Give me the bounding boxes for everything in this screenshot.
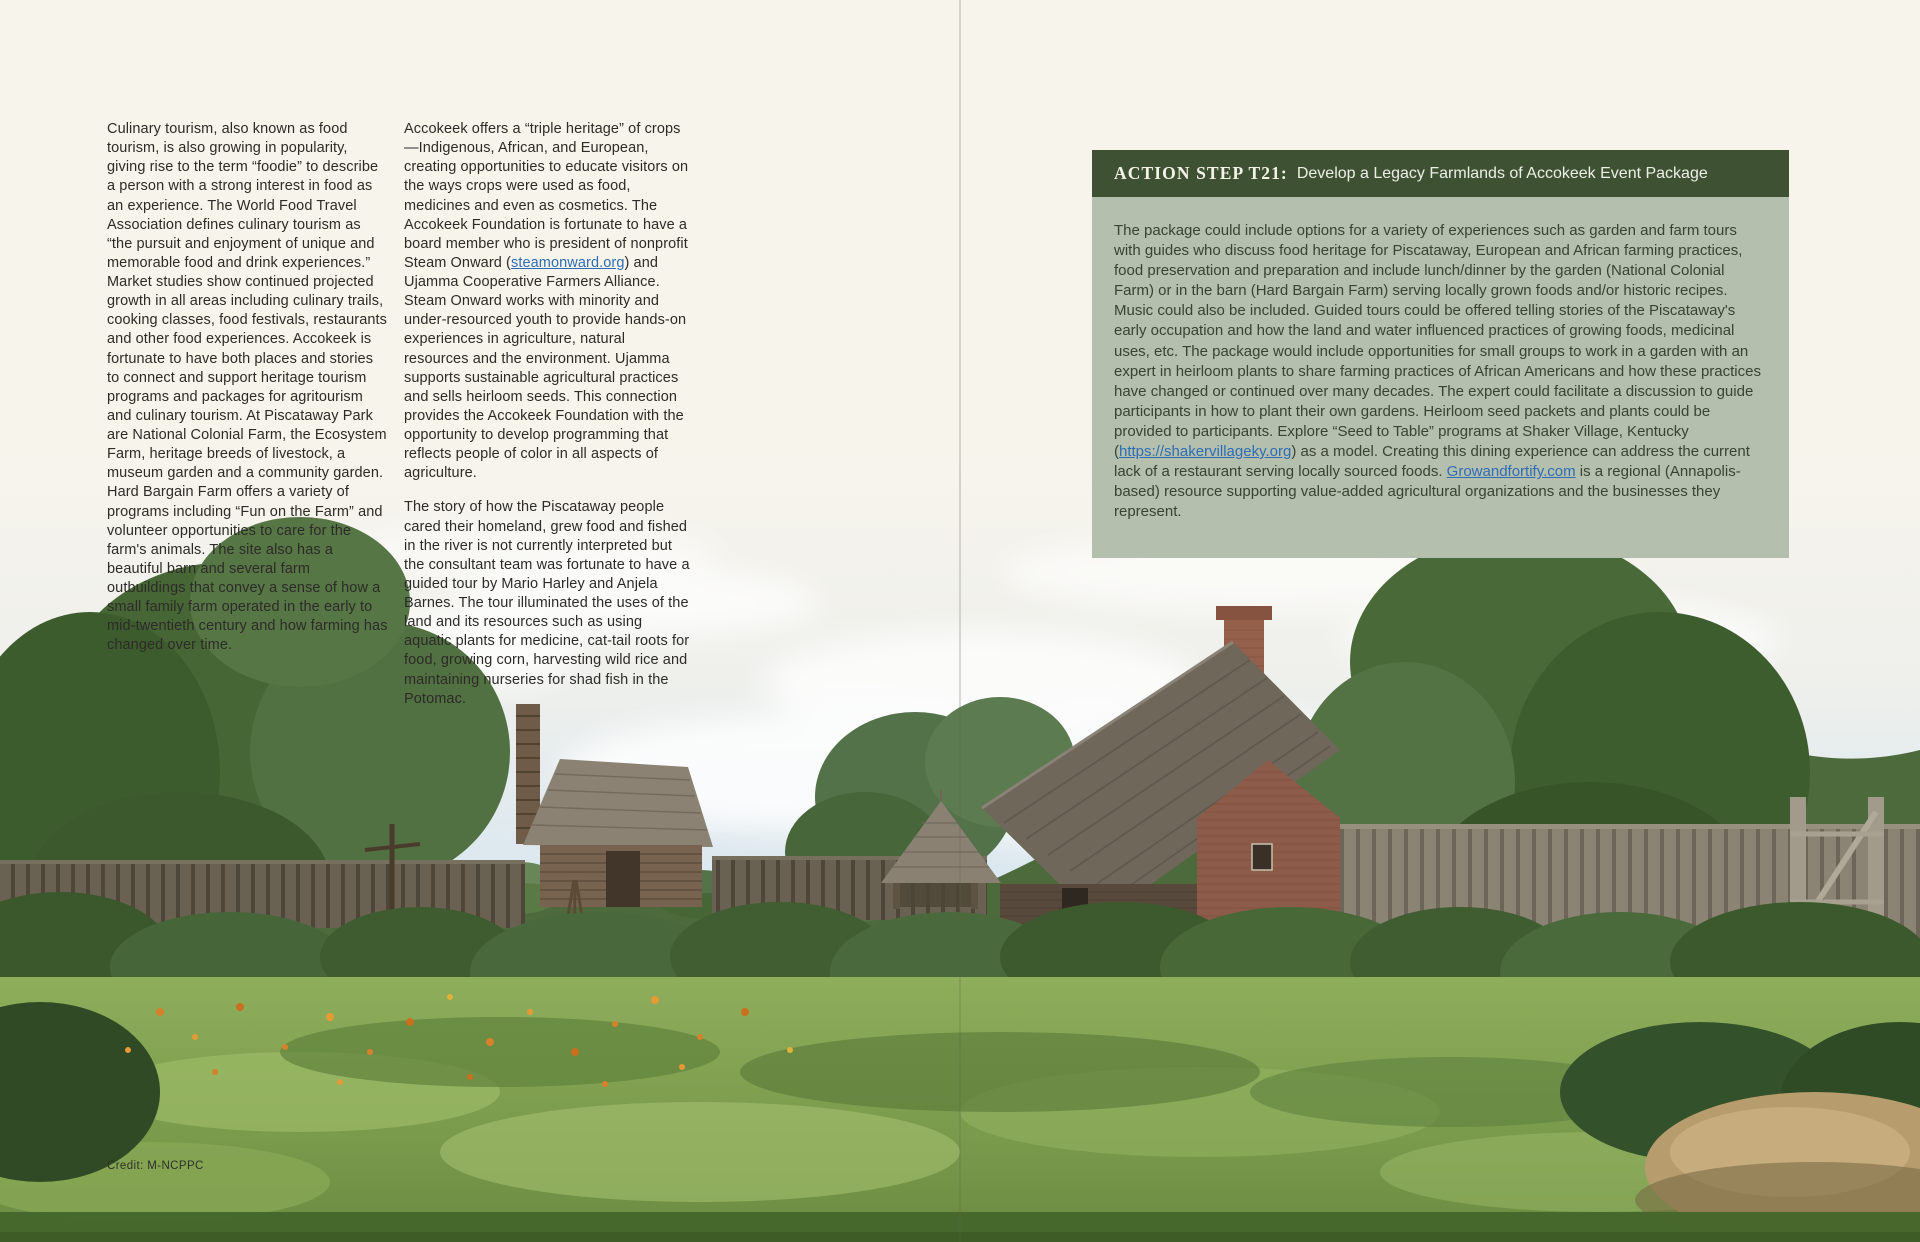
paragraph-triple-heritage-text: Accokeek offers a “triple heritage” of crops—Indigenous, African, and European, creating opportunities to educate visitors on the ways crops were used as food, medicines and even as cosmetics. The Accokeek Foundation is fortunate to have a board member who is president of nonprofit Steam Onward ( — [404, 121, 689, 271]
photo-credit: Credit: M-NCPPC — [107, 1160, 204, 1172]
action-body-text-1: The package could include options for a variety of experiences such as garden and farm tours with guides who discuss food heritage for Piscataway, European and African farming practices, food preservation and preparation and include lunch/dinner by the garden (National Colonial Farm) or in the barn (Hard Bargain Farm) serving locally grown foods and/or historic recipes. Music could also be included. Guided tours could be offered telling stories of the Piscataway's early occupation and how the land and water influenced practices of growing foods, medicinal uses, etc. The package would include opportunities for small groups to work in a garden with an expert in heirloom plants to share farming practices of African Americans and how these practices have changed or continued over many decades. The expert could facilitate a discussion to guide participants in how to plant their own gardens. Heirloom seed packets and plants could be provided to participants. Explore “Seed to Table” programs at Shaker Village, Kentucky ( — [1114, 222, 1761, 461]
steamonward-link[interactable]: steamonward.org — [510, 254, 625, 271]
article-column-2 — [404, 120, 690, 724]
action-body-text-3: is a regional (Annapolis-based) resource supporting value-added agricultural organizations and the businesses they represent. — [1114, 463, 1741, 521]
paragraph-culinary-tourism: Culinary tourism, also known as food tourism, is also growing in popularity, giving rise to the term “foodie” to describe a person with a strong interest in food as an experience. The World Food Travel Association defines culinary tourism as “the pursuit and enjoyment of unique and memorable food and drink experiences.” Market studies show continued projected growth in all areas including culinary trails, cooking classes, food festivals, restaurants and other food experiences. Accokeek is fortunate to have both places and stories to connect and support heritage tourism programs and packages for agritourism and culinary tourism. At Piscataway Park are National Colonial Farm, the Ecosystem Farm, heritage breeds of livestock, a museum garden and a community garden. Hard Bargain Farm offers a variety of programs including “Fun on the Farm” and volunteer opportunities to care for the farm's animals. The site also has a beautiful barn and several farm outbuildings that convey a sense of how a small family farm operated in the early to mid-twentieth century and how farming has changed over time. — [107, 121, 388, 654]
log-cabin — [523, 759, 713, 907]
page-gutter-line — [959, 0, 961, 1242]
paragraph-piscataway-story: The story of how the Piscataway people cared their homeland, grew food and fished in the river is not currently interpreted but the consultant team was fortunate to have a guided tour by Mario Harley and Anjela Barnes. The tour illuminated the uses of the land and its resources such as using aquatic plants for medicine, cat-tail roots for food, growing corn, harvesting wild rice and maintaining nurseries for shad fish in the Potomac. — [404, 499, 690, 707]
action-step-label: ACTION STEP T21: — [1114, 163, 1288, 183]
shakervillage-link[interactable]: https://shakervillageky.org — [1119, 443, 1292, 461]
paragraph-triple-heritage — [404, 120, 690, 483]
growandfortify-link[interactable]: Growandfortify.com — [1446, 463, 1576, 481]
action-step-body — [1092, 197, 1789, 558]
article-column-1 — [107, 120, 389, 671]
action-step-box — [1092, 150, 1789, 558]
action-body-text-2: ) as a model. Creating this dining experience can address the current lack of a restaurant serving locally sourced foods. — [1114, 443, 1750, 481]
action-step-header — [1092, 150, 1789, 197]
action-step-title: Develop a Legacy Farmlands of Accokeek Event Package — [1296, 164, 1708, 182]
paragraph-triple-heritage-rest: ) and Ujamma Cooperative Farmers Alliance. Steam Onward works with minority and under-resourced youth to provide hands-on experiences in agriculture, natural resources and the environment. Ujamma supports sustainable agricultural practices and sells heirloom seeds. This connection provides the Accokeek Foundation with the opportunity to develop programming that reflects people of color in all aspects of agriculture. — [404, 254, 687, 482]
